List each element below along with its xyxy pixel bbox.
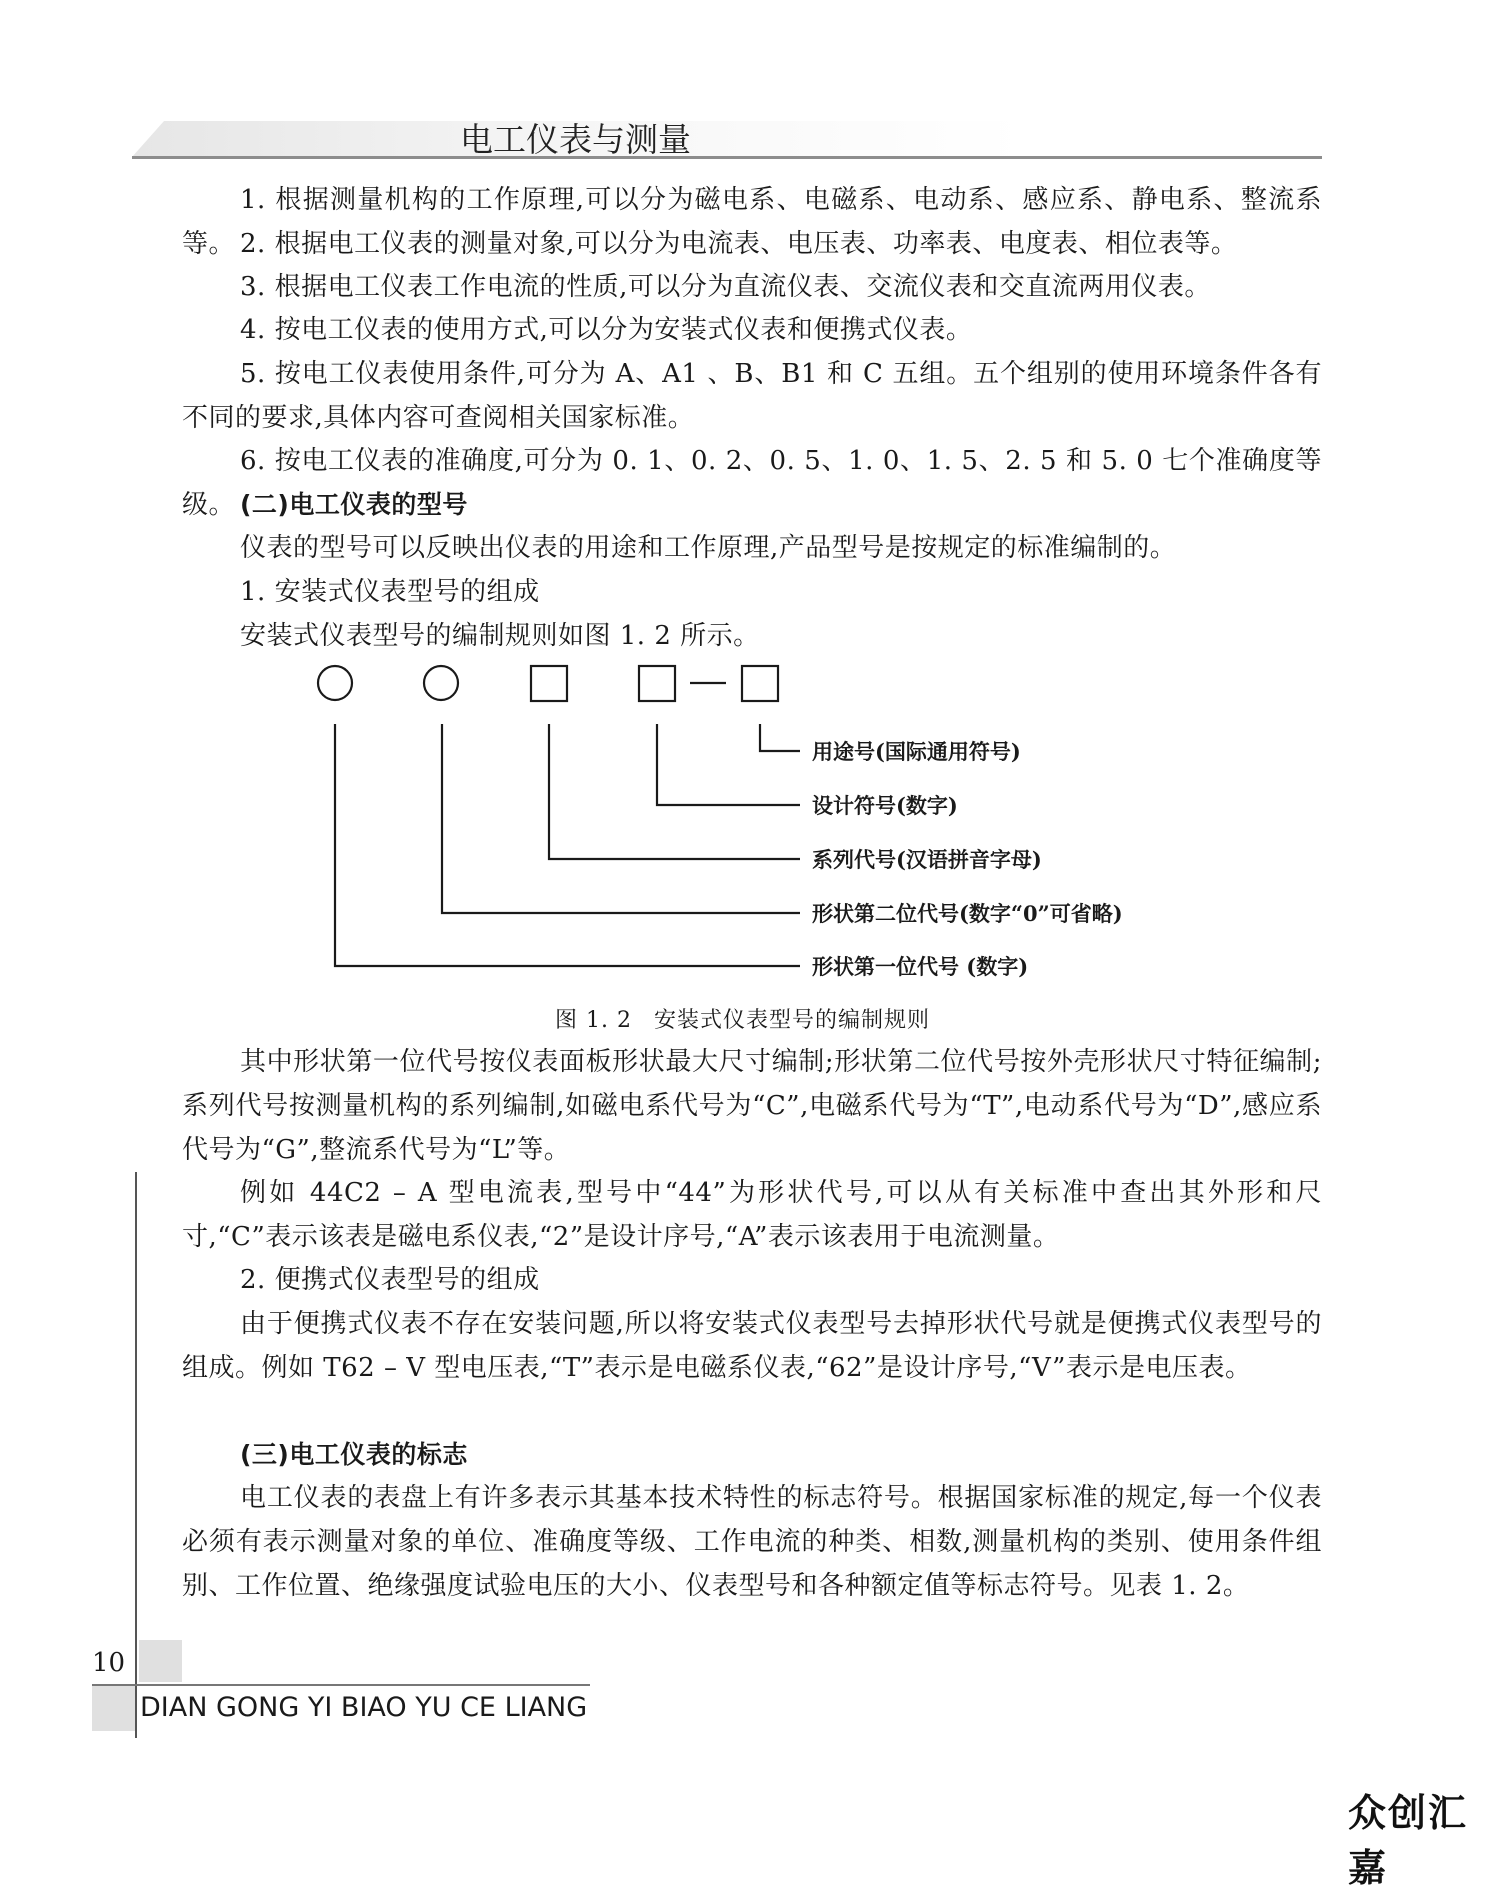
- label-usage: 用途号(国际通用符号): [812, 739, 1021, 764]
- shape1-leader: [335, 724, 800, 966]
- figure-caption: [555, 1003, 930, 1034]
- usage-box: [742, 666, 778, 701]
- footer-rule: [92, 1684, 590, 1686]
- usage-leader: [760, 724, 800, 751]
- paragraph-1: 1. 根据测量机构的工作原理,可以分为磁电系、电磁系、电动系、感应系、静电系、整流系等。: [182, 185, 1322, 259]
- paragraph-10: 其中形状第一位代号按仪表面板形状最大尺寸编制;形状第二位代号按外壳形状尺寸特征编制;系列代号按测量机构的系列编制,如磁电系代号为“C”,电磁系代号为“T”,电动系代号为“D”,感应系代号为“G”,整流系代号为“L”等。: [182, 1047, 1322, 1165]
- footer-romanized-title: DIAN GONG YI BIAO YU CE LIANG: [140, 1692, 588, 1723]
- paragraph-11: 例如 44C2 – A 型电流表,型号中“44”为形状代号,可以从有关标准中查出其外形和尺寸,“C”表示该表是磁电系仪表,“2”是设计序号,“A”表示该表用于电流测量。: [182, 1178, 1322, 1252]
- section-heading-2: (二)电工仪表的型号: [240, 490, 468, 519]
- paragraph-13: 由于便携式仪表不存在安装问题,所以将安装式仪表型号去掉形状代号就是便携式仪表型号的组成。例如 T62 – V 型电压表,“T”表示是电磁系仪表,“62”是设计序号,“V”表示是电压表。: [182, 1309, 1322, 1383]
- design-box: [639, 666, 675, 701]
- footer-gray-box-2: [92, 1686, 135, 1731]
- paragraph-12: 2. 便携式仪表型号的组成: [240, 1265, 540, 1295]
- page-number: 10: [92, 1648, 126, 1678]
- shape2-circle: [424, 666, 458, 700]
- paragraph-6: 6. 按电工仪表的准确度,可分为 0. 1、0. 2、0. 5、1. 0、1. 5、2. 5 和 5. 0 七个准确度等级。: [182, 446, 1322, 520]
- label-shape1: 形状第一位代号 (数字): [812, 954, 1029, 979]
- page-header-title: 电工仪表与测量: [460, 120, 691, 159]
- paragraph-8: 1. 安装式仪表型号的组成: [240, 577, 540, 607]
- design-leader: [657, 724, 800, 805]
- paragraph-4: 4. 按电工仪表的使用方式,可以分为安装式仪表和便携式仪表。: [240, 315, 973, 345]
- footer-gray-box: [139, 1640, 182, 1682]
- label-shape2: 形状第二位代号(数字“0”可省略): [812, 901, 1123, 926]
- left-margin-rule: [135, 1172, 137, 1738]
- shape1-circle: [318, 666, 352, 700]
- figure-caption-text: 安装式仪表型号的编制规则: [653, 1008, 930, 1033]
- label-design: 设计符号(数字): [812, 793, 958, 818]
- figure-caption-number: 图 1. 2: [555, 1008, 632, 1033]
- paragraph-3: 3. 根据电工仪表工作电流的性质,可以分为直流仪表、交流仪表和交直流两用仪表。: [240, 272, 1211, 302]
- paragraph-7: 仪表的型号可以反映出仪表的用途和工作原理,产品型号是按规定的标准编制的。: [240, 533, 1177, 563]
- section-heading-3: (三)电工仪表的标志: [240, 1440, 468, 1469]
- paragraph-9: 安装式仪表型号的编制规则如图 1. 2 所示。: [240, 621, 760, 651]
- paragraph-5: 5. 按电工仪表使用条件,可分为 A、A1 、B、B1 和 C 五组。五个组别的使用环境条件各有不同的要求,具体内容可查阅相关国家标准。: [182, 359, 1322, 433]
- series-box: [531, 666, 567, 701]
- series-leader: [549, 724, 800, 859]
- paragraph-2: 2. 根据电工仪表的测量对象,可以分为电流表、电压表、功率表、电度表、相位表等。: [240, 229, 1238, 259]
- label-series: 系列代号(汉语拼音字母): [812, 847, 1042, 872]
- shape2-leader: [442, 724, 800, 913]
- paragraph-14: 电工仪表的表盘上有许多表示其基本技术特性的标志符号。根据国家标准的规定,每一个仪表必须有表示测量对象的单位、准确度等级、工作电流的种类、相数,测量机构的类别、使用条件组别、工作位置、绝缘强度试验电压的大小、仪表型号和各种额定值等标志符号。见表 1. 2。: [182, 1483, 1322, 1601]
- watermark-logo: 众创汇嘉: [1348, 1791, 1469, 1890]
